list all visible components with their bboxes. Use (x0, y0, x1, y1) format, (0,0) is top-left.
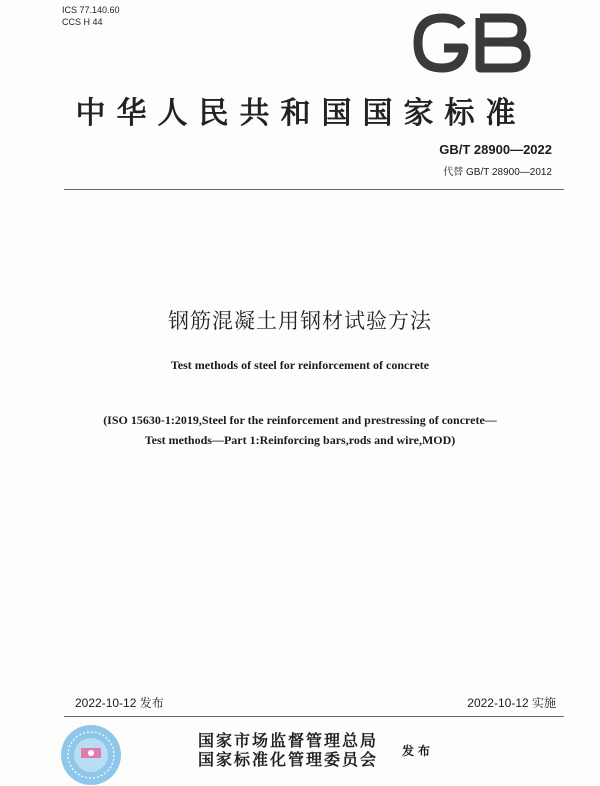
publish-label: 发布 (402, 744, 435, 758)
issuing-organizations (198, 731, 378, 769)
iso-reference-line: (ISO 15630-1:2019,Steel for the reinforcement and prestressing of concrete— (103, 413, 497, 427)
bottom-rule (64, 716, 564, 717)
national-standard-title: 中华人民共和国国家标准 (75, 96, 527, 131)
ics-code: ICS 77.140.60 (62, 5, 120, 15)
anti-counterfeit-seal-icon (60, 724, 122, 786)
standard-number-block (439, 142, 552, 178)
classification-codes (62, 4, 120, 28)
replaced-standard: 代替 GB/T 28900—2012 (443, 167, 552, 178)
ccs-code: CCS H 44 (62, 17, 103, 27)
standard-number: GB/T 28900—2022 (439, 142, 552, 157)
iso-reference-line: Test methods—Part 1:Reinforcing bars,rods and wire,MOD) (144, 433, 456, 447)
implementation-date: 2022-10-12 实施 (467, 696, 556, 710)
issuing-organization: 国家市场监督管理总局 (198, 731, 379, 750)
issuing-organization: 国家标准化管理委员会 (198, 750, 379, 769)
issue-date: 2022-10-12 发布 (75, 696, 164, 710)
top-rule (64, 189, 564, 190)
gb-logo (410, 12, 532, 74)
chinese-title: 钢筋混凝土用钢材试验方法 (168, 309, 432, 333)
english-title: Test methods of steel for reinforcement of concrete (170, 358, 430, 372)
iso-reference (0, 410, 600, 450)
